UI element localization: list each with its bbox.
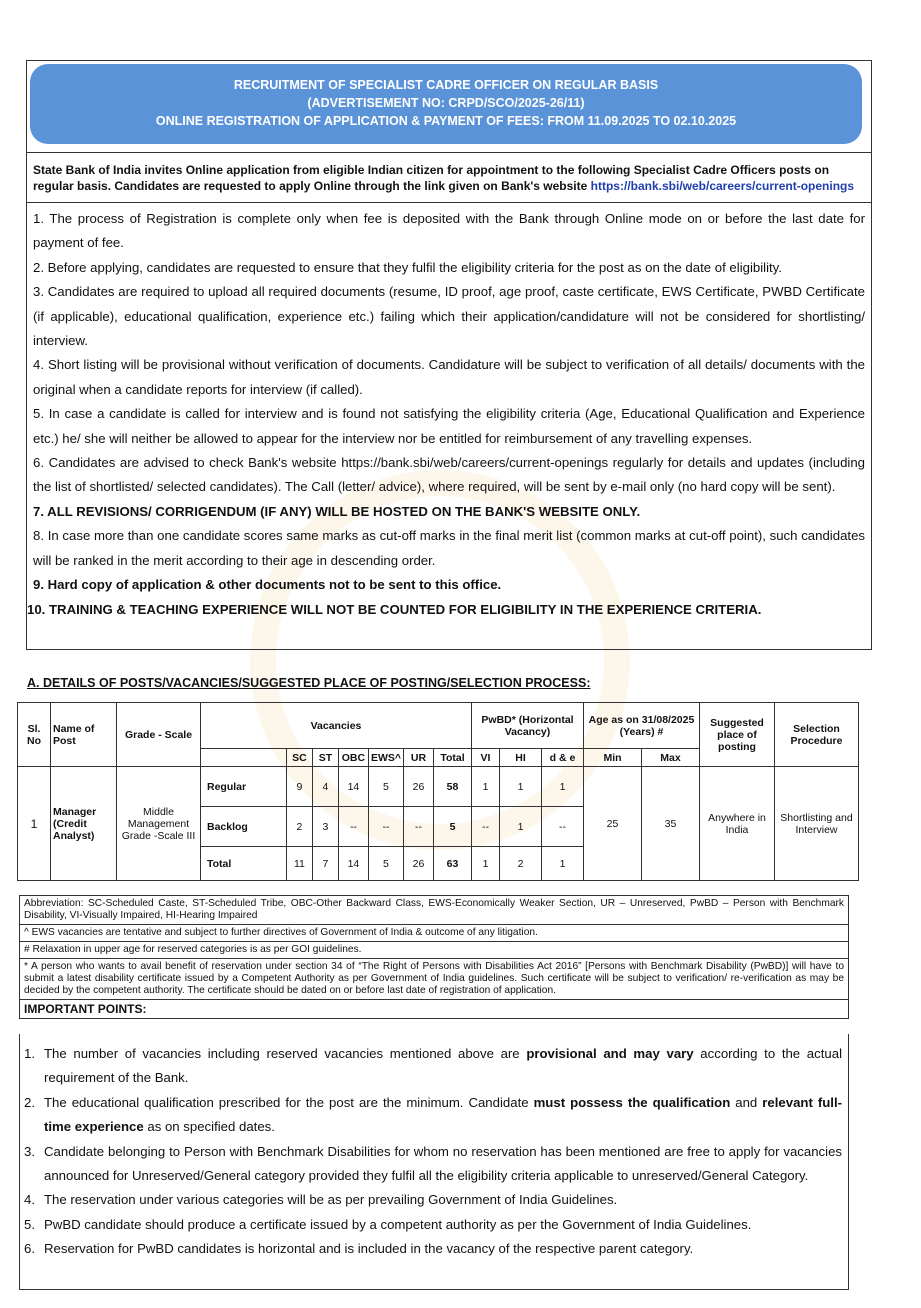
- item-text: Candidate belonging to Person with Benchmark Disabilities for whom no reservation has been mentioned are free to apply for vacancies announced for Unreserved/General category provided they fulfil all the eligibility criteria applicable to unreserved/General Category.: [44, 1143, 842, 1184]
- note-item: 6. Candidates are advised to check Bank's website https://bank.sbi/web/careers/current-openings regularly for details and updates (including the list of shortlisted/ selected candidates). The Call (letter/ advice), where required, will be sent by e-mail only (no hard copy will be sent).: [33, 455, 865, 495]
- col-ews: EWS^: [368, 749, 403, 767]
- col-vi: VI: [472, 749, 500, 767]
- text-bold-part: must possess the qualification: [533, 1094, 731, 1110]
- abbreviation-note: Abbreviation: SC-Scheduled Caste, ST-Scheduled Tribe, OBC-Other Backward Class, EWS-Economically Weaker Section, UR – Unreserved, PwBD – Person with Benchmark Disability, VI-Visually Impaired, HI-Hearing Impaired: [20, 896, 848, 925]
- cell-hi: 1: [500, 767, 542, 807]
- abbreviations-box: [19, 895, 849, 1019]
- col-suggested-place: Suggested place of posting: [700, 703, 775, 767]
- text-part: The number of vacancies including reserved vacancies mentioned above are: [44, 1046, 527, 1061]
- item-text: [44, 1042, 842, 1091]
- note-item: 10. TRAINING & TEACHING EXPERIENCE WILL NOT BE COUNTED FOR ELIGIBILITY IN THE EXPERIENCE CRITERIA.: [27, 601, 762, 617]
- abbreviation-note: ^ EWS vacancies are tentative and subject to further directives of Government of India & outcome of any litigation.: [20, 925, 848, 942]
- note-item: 7. ALL REVISIONS/ CORRIGENDUM (IF ANY) WILL BE HOSTED ON THE BANK'S WEBSITE ONLY.: [33, 503, 641, 519]
- intro-text: State Bank of India invites Online application from eligible Indian citizen for appointment to the following Specialist Cadre Officers posts on regular basis. Candidates are requested to apply Online through the link given on Bank's website: [33, 163, 830, 193]
- section-title: A. DETAILS OF POSTS/VACANCIES/SUGGESTED PLACE OF POSTING/SELECTION PROCESS:: [27, 676, 591, 690]
- cell-hi: 1: [500, 807, 542, 847]
- col-max: Max: [642, 749, 700, 767]
- cell-obc: 14: [338, 847, 368, 881]
- col-de: d & e: [542, 749, 584, 767]
- note-item: 5. In case a candidate is called for interview and is found not satisfying the eligibility criteria (Age, Educational Qualification and Experience etc.) he/ she will neither be allowed to appear for the interview nor be entitled for reimbursement of any travelling expenses.: [33, 406, 865, 446]
- col-st: ST: [312, 749, 338, 767]
- list-item: [24, 1091, 842, 1140]
- col-sc: SC: [286, 749, 312, 767]
- col-min: Min: [584, 749, 642, 767]
- note-item: 8. In case more than one candidate scores same marks as cut-off marks in the final merit list (common marks at cut-off point), such candidates will be ranked in the merit according to their age in descending order.: [33, 528, 865, 568]
- item-number: 4.: [24, 1192, 35, 1208]
- row-age-min: 25: [584, 767, 642, 881]
- item-number: 2.: [24, 1094, 35, 1110]
- table-row: [18, 767, 859, 807]
- intro-paragraph: [33, 162, 865, 194]
- cell-de: 1: [542, 767, 584, 807]
- posts-table: [17, 702, 859, 881]
- abbreviation-note: * A person who wants to avail benefit of reservation under section 34 of “The Right of Persons with Disabilities Act 2016” [Persons with Benchmark Disability (PwBD)] will have to submit a latest disability certificate issued by a Competent Authority as per Government of India guidelines. Such certificate will be subject to verification/ re-verification as may be decided by the competent authority. The certificate should be dated on or before last date of registration of application.: [20, 959, 848, 1000]
- row-label: Regular: [201, 767, 287, 807]
- row-grade: Middle Management Grade -Scale III: [117, 767, 201, 881]
- col-vacancies: Vacancies: [201, 703, 472, 749]
- cell-total: 63: [434, 847, 472, 881]
- text-part: The educational qualification prescribed for the post are the minimum. Candidate: [44, 1094, 534, 1110]
- list-item: [24, 1188, 842, 1212]
- list-item: [24, 1042, 842, 1091]
- cell-ur: 26: [404, 767, 434, 807]
- cell-vi: --: [472, 807, 500, 847]
- col-grade-scale: Grade - Scale: [117, 703, 201, 767]
- cell-obc: --: [338, 807, 368, 847]
- intro-divider: [26, 202, 872, 203]
- cell-de: 1: [542, 847, 584, 881]
- instruction-notes: [27, 207, 865, 622]
- row-age-max: 35: [642, 767, 700, 881]
- item-text: The reservation under various categories will be as per prevailing Government of India Guidelines.: [44, 1192, 618, 1208]
- col-ur: UR: [404, 749, 434, 767]
- header-title: RECRUITMENT OF SPECIALIST CADRE OFFICER ON REGULAR BASIS: [233, 78, 659, 92]
- note-item: 9. Hard copy of application & other documents not to be sent to this office.: [33, 577, 502, 593]
- registration-dates: ONLINE REGISTRATION OF APPLICATION & PAYMENT OF FEES: FROM 11.09.2025 TO 02.10.2025: [155, 114, 737, 128]
- cell-sc: 2: [286, 807, 312, 847]
- item-number: 5.: [24, 1216, 35, 1232]
- item-number: 3.: [24, 1143, 35, 1159]
- advertisement-number: (ADVERTISEMENT NO: CRPD/SCO/2025-26/11): [307, 96, 585, 110]
- text-bold-part: provisional and may vary: [526, 1046, 694, 1061]
- text-bold-part: relevant full-time experience: [44, 1094, 842, 1135]
- text-part: according to the actual requirement of the Bank.: [44, 1046, 843, 1086]
- text-part: and: [730, 1094, 763, 1110]
- col-sl-no: Sl. No: [18, 703, 51, 767]
- item-number: 6.: [24, 1241, 35, 1257]
- cell-de: --: [542, 807, 584, 847]
- important-points-title: IMPORTANT POINTS:: [24, 1002, 147, 1016]
- note-item: 1. The process of Registration is complete only when fee is deposited with the Bank through Online mode on or before the last date for payment of fee.: [33, 211, 865, 251]
- cell-ur: 26: [404, 847, 434, 881]
- text-part: as on specified dates.: [143, 1119, 275, 1135]
- list-item: [24, 1237, 842, 1261]
- cell-total: 5: [434, 807, 472, 847]
- note-item: 4. Short listing will be provisional without verification of documents. Candidature will be subject to verification of all details/ documents with the original when a candidate reports for interview (if called).: [33, 357, 865, 397]
- item-text: PwBD candidate should produce a certificate issued by a competent authority as per the Government of India Guidelines.: [44, 1216, 752, 1232]
- cell-vi: 1: [472, 767, 500, 807]
- cell-hi: 2: [500, 847, 542, 881]
- col-obc: OBC: [338, 749, 368, 767]
- note-item: 3. Candidates are required to upload all required documents (resume, ID proof, age proof, caste certificate, EWS Certificate, PWBD Certificate (if applicable), educational qualification, experience etc.) failing which their application/candidature will not be considered for shortlisting/ interview.: [33, 284, 865, 349]
- list-item: [24, 1213, 842, 1237]
- row-label: Backlog: [201, 807, 287, 847]
- row-post-name: Manager (Credit Analyst): [51, 767, 117, 881]
- col-pwbd: PwBD* (Horizontal Vacancy): [472, 703, 584, 749]
- row-sl-no: 1: [18, 767, 51, 881]
- important-points-list: [24, 1042, 842, 1262]
- item-text: [44, 1091, 842, 1140]
- item-number: 1.: [24, 1046, 35, 1061]
- row-place: Anywhere in India: [700, 767, 775, 881]
- cell-sc: 9: [286, 767, 312, 807]
- col-total: Total: [434, 749, 472, 767]
- blank-header-cell: [201, 749, 287, 767]
- careers-link[interactable]: https://bank.sbi/web/careers/current-openings: [590, 179, 855, 193]
- row-selection: Shortlisting and Interview: [775, 767, 859, 881]
- cell-st: 4: [312, 767, 338, 807]
- col-name-of-post: Name of Post: [51, 703, 117, 767]
- item-text: Reservation for PwBD candidates is horizontal and is included in the vacancy of the respective parent category.: [44, 1241, 694, 1257]
- header-divider: [26, 152, 872, 153]
- cell-total: 58: [434, 767, 472, 807]
- cell-ews: 5: [368, 767, 403, 807]
- row-label: Total: [201, 847, 287, 881]
- cell-sc: 11: [286, 847, 312, 881]
- col-age: Age as on 31/08/2025 (Years) #: [584, 703, 700, 749]
- abbreviation-note: # Relaxation in upper age for reserved categories is as per GOI guidelines.: [20, 942, 848, 959]
- cell-ews: --: [368, 807, 403, 847]
- cell-st: 3: [312, 807, 338, 847]
- cell-ur: --: [404, 807, 434, 847]
- list-item: [24, 1140, 842, 1189]
- col-hi: HI: [500, 749, 542, 767]
- header-banner: [30, 64, 862, 144]
- cell-obc: 14: [338, 767, 368, 807]
- note-item: 2. Before applying, candidates are requested to ensure that they fulfil the eligibility criteria for the post as on the date of eligibility.: [33, 259, 782, 275]
- cell-vi: 1: [472, 847, 500, 881]
- cell-ews: 5: [368, 847, 403, 881]
- cell-st: 7: [312, 847, 338, 881]
- col-selection: Selection Procedure: [775, 703, 859, 767]
